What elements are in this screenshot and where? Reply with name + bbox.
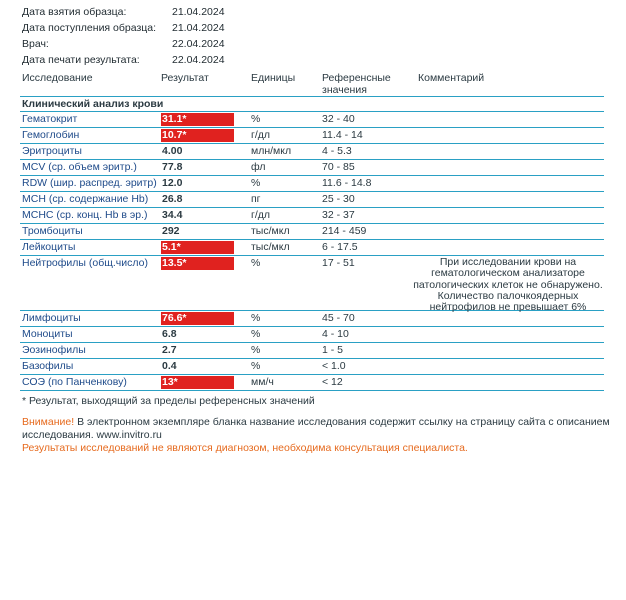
section-title: Клинический анализ крови (22, 98, 164, 110)
reference-range: 70 - 85 (322, 161, 355, 173)
reference-range: < 1.0 (322, 360, 346, 372)
test-name: СОЭ (по Панченкову) (22, 376, 127, 388)
meta-row (22, 4, 322, 20)
table-row (20, 160, 604, 176)
unit: г/дл (251, 129, 271, 141)
comment: При исследовании крови на гематологическом анализаторе патологических клеток не обнаружено. Количество палочкоядерных нейтрофилов не превышает 6% (413, 256, 603, 314)
result-value: 13* (161, 376, 234, 389)
result-value: 0.4 (162, 360, 177, 372)
result-value: 5.1* (161, 241, 234, 254)
test-name: Тромбоциты (22, 225, 83, 237)
result-value: 6.8 (162, 328, 177, 340)
test-name: MCHC (ср. конц. Hb в эр.) (22, 209, 148, 221)
header-units: Единицы (251, 72, 296, 84)
header-test: Исследование (22, 72, 93, 84)
unit: млн/мкл (251, 145, 292, 157)
result-value: 12.0 (162, 177, 183, 189)
warning-word: Внимание! (22, 416, 75, 428)
meta-label: Дата печати результата: (22, 54, 140, 66)
reference-range: 32 - 37 (322, 209, 355, 221)
disclaimer: Результаты исследований не являются диагнозом, необходима консультация специалиста. (22, 442, 468, 454)
reference-range: < 12 (322, 376, 343, 388)
meta-label: Врач: (22, 38, 49, 50)
footnote: * Результат, выходящий за пределы референсных значений (22, 395, 315, 407)
unit: % (251, 344, 261, 356)
meta-value: 21.04.2024 (172, 6, 225, 18)
reference-range: 4 - 10 (322, 328, 349, 340)
header-comment: Комментарий (418, 72, 485, 84)
test-name: MCH (ср. содержание Hb) (22, 193, 149, 205)
table-row (20, 359, 604, 375)
result-value: 31.1* (161, 113, 234, 126)
unit: мм/ч (251, 376, 274, 388)
test-name: Лейкоциты (22, 241, 76, 253)
test-name: Гематокрит (22, 113, 78, 125)
meta-label: Дата взятия образца: (22, 6, 127, 18)
table-row (20, 144, 604, 160)
unit: тыс/мкл (251, 241, 290, 253)
unit: пг (251, 193, 261, 205)
table-header (22, 72, 604, 98)
reference-range: 45 - 70 (322, 312, 355, 324)
sample-meta (22, 4, 322, 68)
test-name: Эритроциты (22, 145, 82, 157)
meta-value: 22.04.2024 (172, 38, 225, 50)
result-value: 13.5* (161, 257, 234, 270)
unit: фл (251, 161, 266, 173)
table-row (20, 176, 604, 192)
result-value: 77.8 (162, 161, 183, 173)
reference-range: 25 - 30 (322, 193, 355, 205)
meta-row (22, 52, 322, 68)
test-name: Базофилы (22, 360, 74, 372)
reference-range: 214 - 459 (322, 225, 367, 237)
test-name: Нейтрофилы (общ.число) (22, 257, 148, 269)
meta-value: 21.04.2024 (172, 22, 225, 34)
reference-range: 1 - 5 (322, 344, 344, 356)
reference-range: 4 - 5.3 (322, 145, 352, 157)
test-name: Эозинофилы (22, 344, 86, 356)
table-row (20, 343, 604, 359)
unit: % (251, 177, 261, 189)
result-value: 34.4 (162, 209, 183, 221)
table-row (20, 112, 604, 128)
test-name: Лимфоциты (22, 312, 81, 324)
header-reference: Референсные значения (322, 72, 391, 96)
reference-range: 17 - 51 (322, 257, 355, 269)
table-row (20, 311, 604, 327)
unit: тыс/мкл (251, 225, 290, 237)
header-result: Результат (161, 72, 209, 84)
reference-range: 11.4 - 14 (322, 129, 363, 141)
table-row (20, 240, 604, 256)
unit: % (251, 312, 261, 324)
unit: г/дл (251, 209, 271, 221)
test-name: RDW (шир. распред. эритр) (22, 177, 157, 189)
table-row (20, 327, 604, 343)
meta-row (22, 20, 322, 36)
unit: % (251, 113, 261, 125)
table-row (20, 208, 604, 224)
table-row (20, 256, 604, 314)
table-row (20, 192, 604, 208)
reference-range: 6 - 17.5 (322, 241, 358, 253)
result-value: 76.6* (161, 312, 234, 325)
meta-row (22, 36, 322, 52)
reference-range: 32 - 40 (322, 113, 355, 125)
results-table (20, 112, 604, 391)
meta-value: 22.04.2024 (172, 54, 225, 66)
test-name: Гемоглобин (22, 129, 80, 141)
test-name: Моноциты (22, 328, 73, 340)
unit: % (251, 360, 261, 372)
table-row (20, 224, 604, 240)
result-value: 10.7* (161, 129, 234, 142)
warning-text: В электронном экземпляре бланка название исследования содержит ссылку на страницу сайта с описанием исследования. www.invitro.ru (22, 416, 610, 441)
table-row (20, 128, 604, 144)
meta-label: Дата поступления образца: (22, 22, 157, 34)
reference-range: 11.6 - 14.8 (322, 177, 372, 189)
unit: % (251, 328, 261, 340)
test-name: MCV (ср. объем эритр.) (22, 161, 137, 173)
result-value: 4.00 (162, 145, 183, 157)
table-row (20, 375, 604, 391)
unit: % (251, 257, 261, 269)
result-value: 292 (162, 225, 180, 237)
result-value: 26.8 (162, 193, 183, 205)
result-value: 2.7 (162, 344, 177, 356)
warning-note (22, 416, 612, 442)
